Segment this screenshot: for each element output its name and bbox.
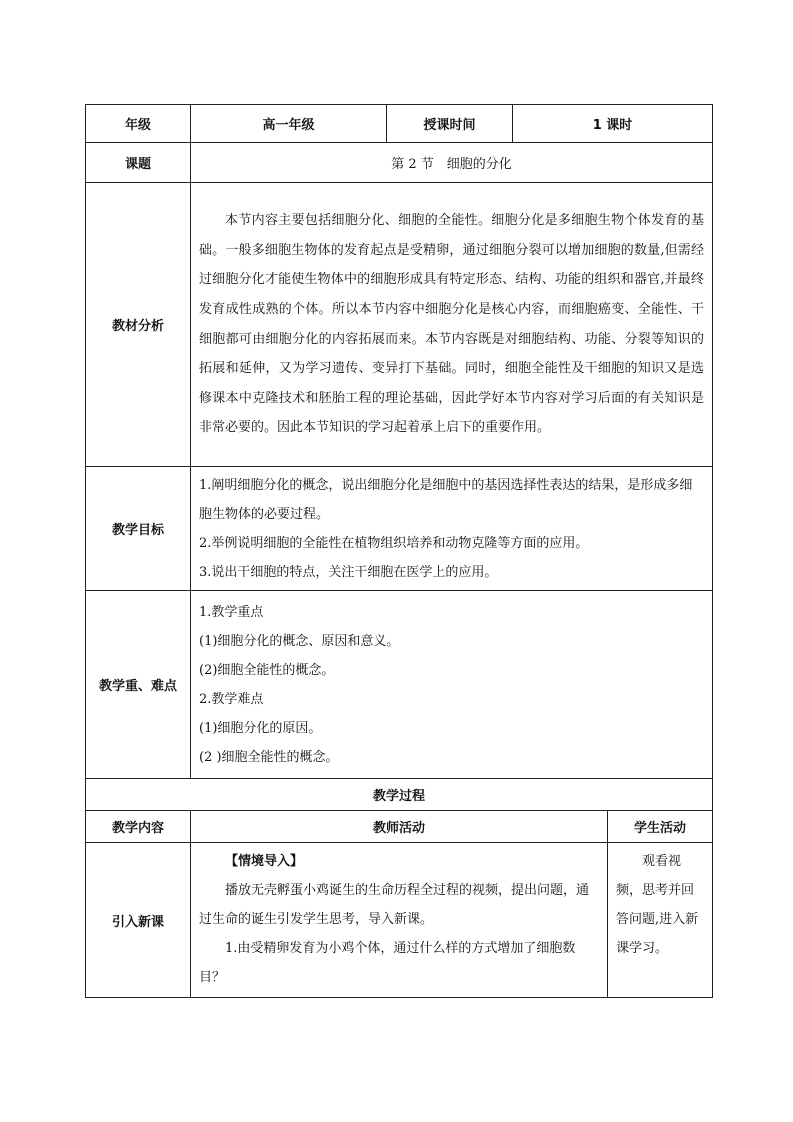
info-table <box>85 104 713 779</box>
keypoint-line: (1)细胞分化的原因。 <box>199 720 322 736</box>
topic-value: 第 2 节 细胞的分化 <box>191 143 713 183</box>
topic-row <box>86 143 713 183</box>
grade-label: 年级 <box>86 105 191 143</box>
objective-item: 3.说出干细胞的特点，关注干细胞在医学上的应用。 <box>199 564 498 580</box>
col-teacher-header: 教师活动 <box>191 811 608 843</box>
teacher-paragraph: 播放无壳孵蛋小鸡诞生的生命历程全过程的视频，提出问题，通过生命的诞生引发学生思考，导入新课。 <box>199 883 590 927</box>
keypoints-label: 教学重、难点 <box>86 591 191 779</box>
teacher-activity <box>191 843 608 998</box>
header-row <box>86 105 713 143</box>
analysis-row <box>86 183 713 467</box>
topic-label: 课题 <box>86 143 191 183</box>
keypoints-cell <box>191 591 713 779</box>
analysis-label: 教材分析 <box>86 183 191 467</box>
objective-item: 2.举例说明细胞的全能性在植物组织培养和动物克隆等方面的应用。 <box>199 535 589 551</box>
time-label: 授课时间 <box>387 105 513 143</box>
objectives-cell <box>191 467 713 591</box>
keypoint-line: 1.教学重点 <box>199 604 264 620</box>
teacher-heading: 【情境导入】 <box>225 854 304 869</box>
student-text: 观看视频，思考并回答问题,进入新课学习。 <box>616 854 699 956</box>
process-table <box>85 778 713 998</box>
analysis-cell <box>191 183 713 467</box>
process-header-row <box>86 811 713 843</box>
lesson-plan <box>85 104 712 998</box>
process-row <box>86 843 713 998</box>
keypoint-line: 2.教学难点 <box>199 691 264 707</box>
col-student-header: 学生活动 <box>608 811 713 843</box>
teacher-paragraph: 1.由受精卵发育为小鸡个体，通过什么样的方式增加了细胞数目？ <box>199 941 576 985</box>
time-value: 1 课时 <box>513 105 713 143</box>
process-title-row <box>86 779 713 811</box>
keypoint-line: (2)细胞全能性的概念。 <box>199 662 335 678</box>
objectives-row <box>86 467 713 591</box>
student-activity <box>608 843 713 998</box>
analysis-text: 本节内容主要包括细胞分化、细胞的全能性。细胞分化是多细胞生物个体发育的基础。一般多细胞生物体的发育起点是受精卵，通过细胞分裂可以增加细胞的数量,但需经过细胞分化才能使生物体中的细胞形成具有特定形态、结构、功能的组织和器官,并最终发育成性成熟的个体。所以本节内容中细胞分化是核心内容，而细胞癌变、全能性、干细胞都可由细胞分化的内容拓展而来。本节内容既是对细胞结构、功能、分裂等知识的拓展和延伸，又为学习遗传、变异打下基础。同时，细胞全能性及干细胞的知识又是选修课本中克隆技术和胚胎工程的理论基础，因此学好本节内容对学习后面的有关知识是非常必要的。因此本节知识的学习起着承上启下的重要作用。 <box>199 213 704 436</box>
objectives-label: 教学目标 <box>86 467 191 591</box>
grade-value: 高一年级 <box>191 105 387 143</box>
keypoint-line: (1)细胞分化的概念、原因和意义。 <box>199 633 400 649</box>
process-content: 引入新课 <box>86 843 191 998</box>
process-title: 教学过程 <box>86 779 713 811</box>
col-content-header: 教学内容 <box>86 811 191 843</box>
objective-item: 1.阐明细胞分化的概念，说出细胞分化是细胞中的基因选择性表达的结果，是形成多细胞生物体的必要过程。 <box>199 477 693 522</box>
keypoint-line: (2 )细胞全能性的概念。 <box>199 749 339 765</box>
keypoints-row <box>86 591 713 779</box>
